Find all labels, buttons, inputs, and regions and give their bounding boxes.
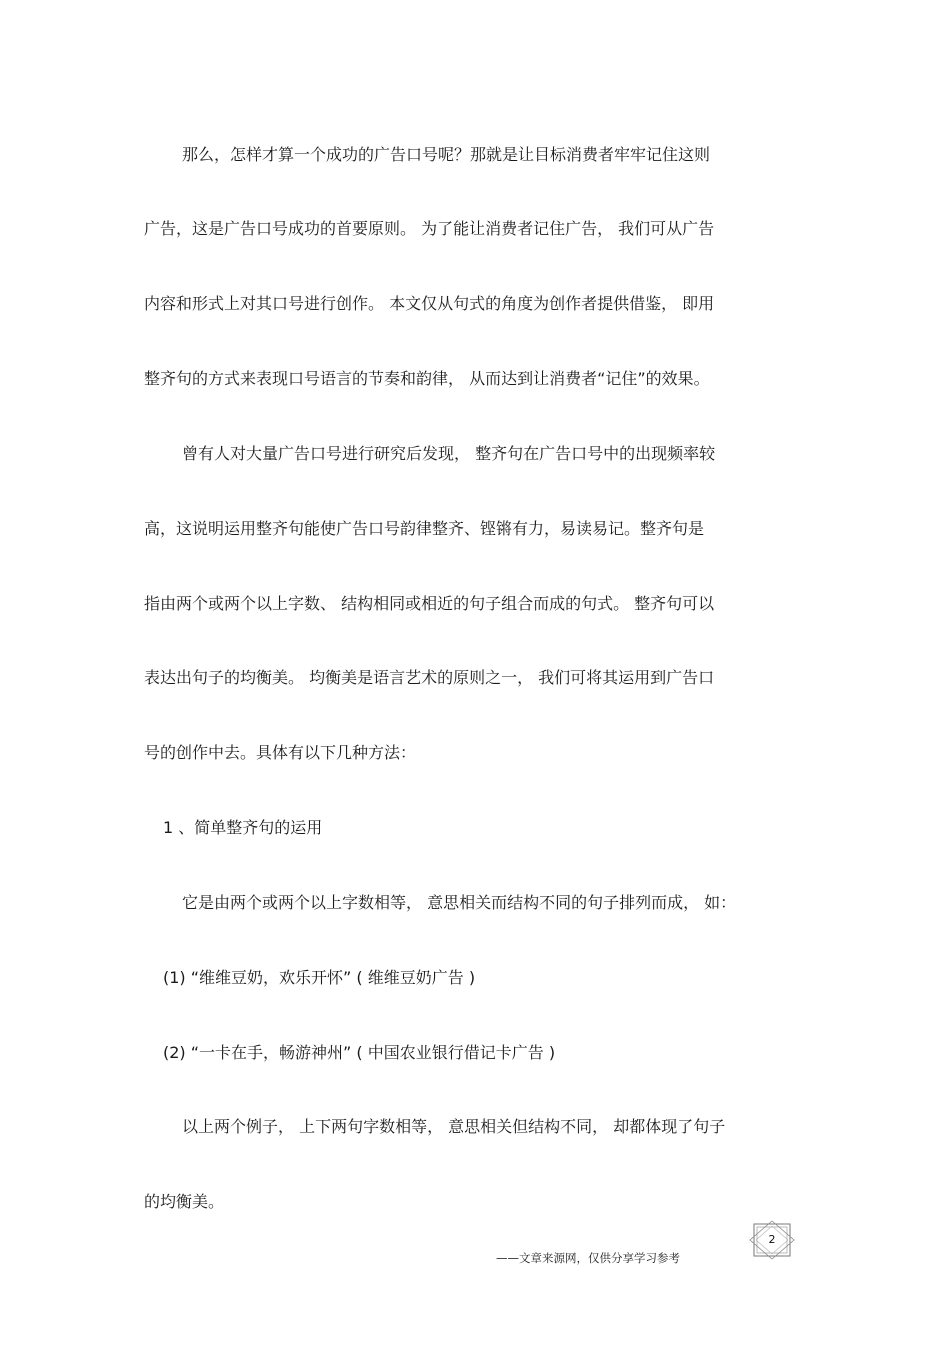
paragraph-line: 内容和形式上对其口号进行创作。 本文仅从句式的角度为创作者提供借鉴， 即用 xyxy=(144,294,715,313)
paragraph-line: 以上两个例子， 上下两句字数相等， 意思相关但结构不同， 却都体现了句子 xyxy=(182,1117,726,1136)
paragraph-line: 它是由两个或两个以上字数相等， 意思相关而结构不同的句子排列而成， 如： xyxy=(182,893,737,912)
paragraph-line: 高，这说明运用整齐句能使广告口号韵律整齐、铿锵有力，易读易记。整齐句是 xyxy=(144,519,705,538)
page-number-badge xyxy=(748,1220,796,1260)
paragraph-line: 广告，这是广告口号成功的首要原则。 为了能让消费者记住广告， 我们可从广告 xyxy=(144,219,715,238)
paragraph-line: 那么，怎样才算一个成功的广告口号呢？那就是让目标消费者牢牢记住这则 xyxy=(182,145,711,164)
paragraph-line: 曾有人对大量广告口号进行研究后发现， 整齐句在广告口号中的出现频率较 xyxy=(182,444,716,463)
paragraph-line: 的均衡美。 xyxy=(144,1192,225,1211)
paragraph-line: 表达出句子的均衡美。 均衡美是语言艺术的原则之一， 我们可将其运用到广告口 xyxy=(144,668,715,687)
source-note: ——文章来源网，仅供分享学习参考 xyxy=(496,1251,680,1265)
paragraph-line: 指由两个或两个以上字数、 结构相同或相近的句子组合而成的句式。 整齐句可以 xyxy=(144,594,715,613)
example-item: (1) “维维豆奶，欢乐开怀” ( 维维豆奶广告 ) xyxy=(163,968,476,987)
paragraph-line: 号的创作中去。具体有以下几种方法： xyxy=(144,743,417,762)
page-number: 2 xyxy=(768,1233,776,1246)
paragraph-line: 整齐句的方式来表现口号语言的节奏和韵律， 从而达到让消费者“记住”的效果。 xyxy=(144,369,710,388)
example-item: (2) “一卡在手，畅游神州” ( 中国农业银行借记卡广告 ) xyxy=(163,1043,556,1062)
section-heading: 1 、简单整齐句的运用 xyxy=(163,818,323,837)
